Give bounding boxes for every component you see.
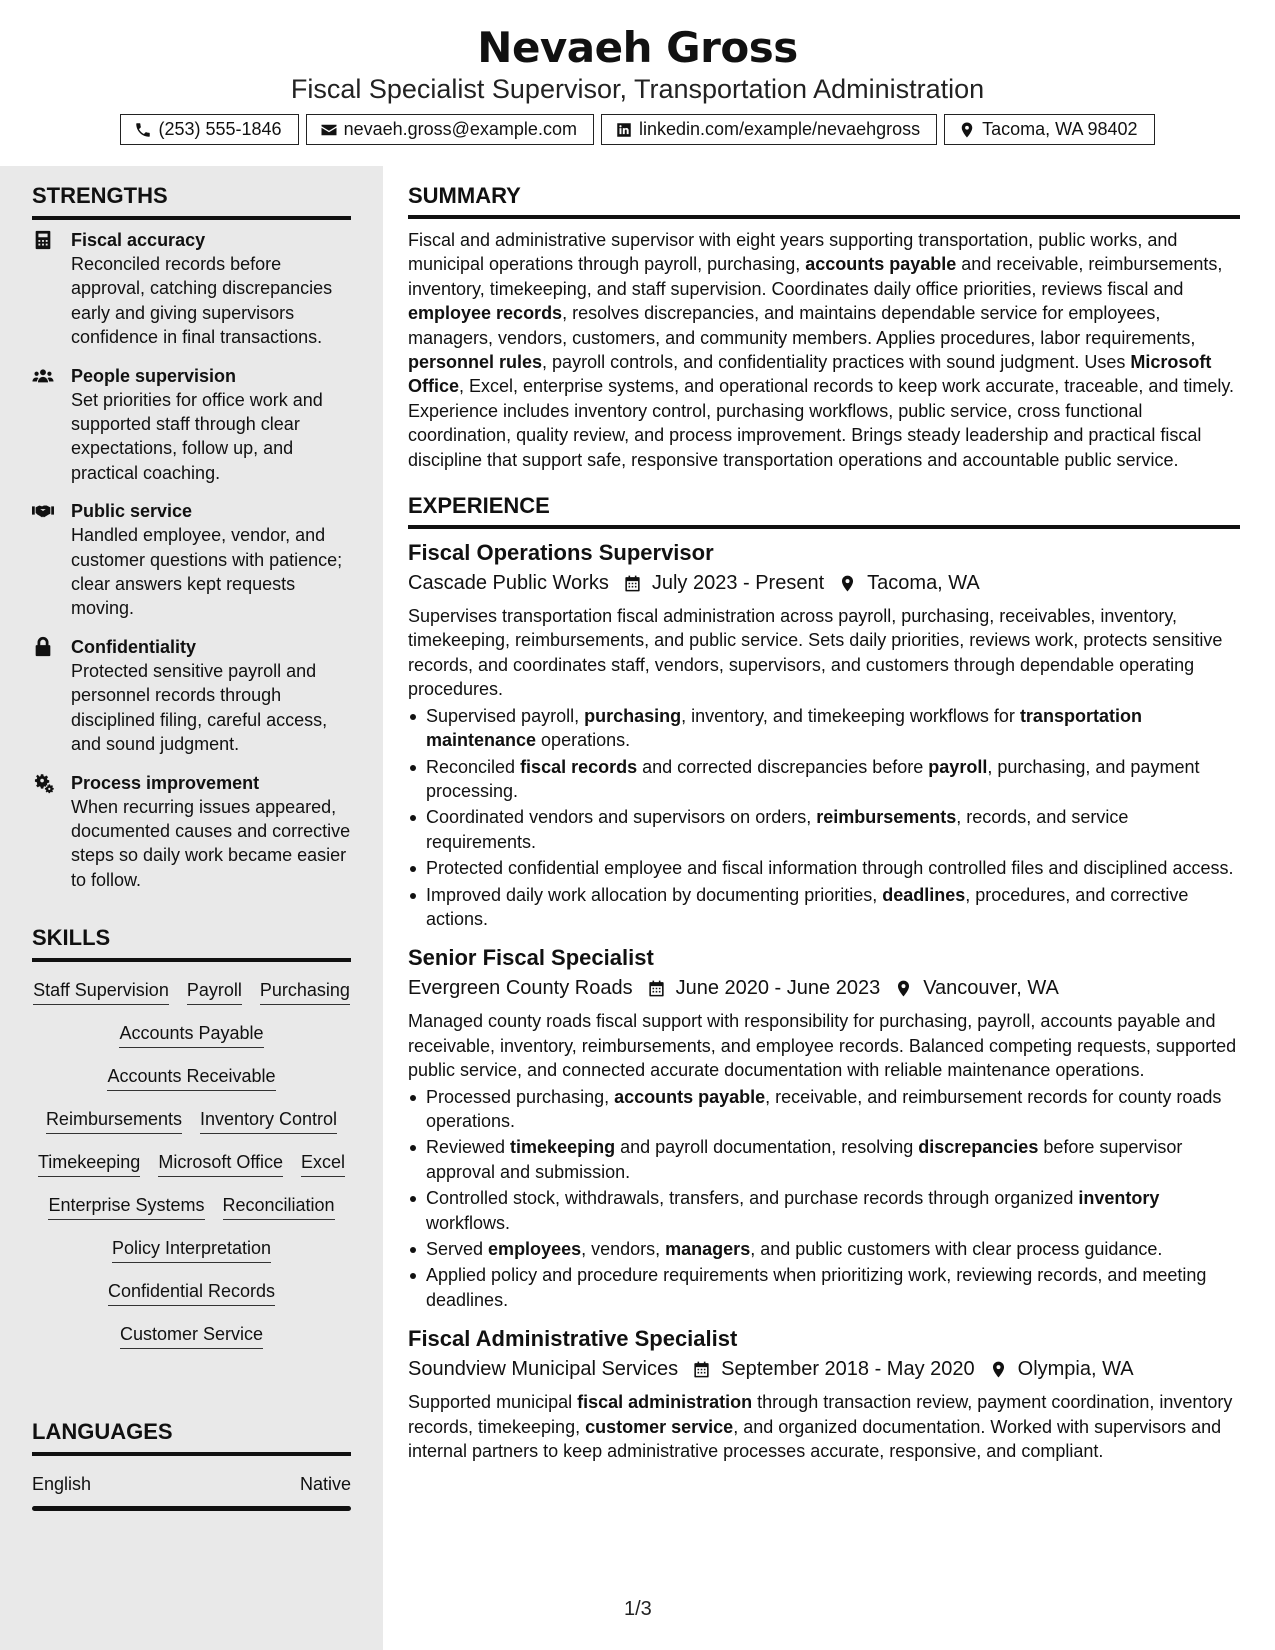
text-run: Applied policy and procedure requirements when prioritizing work, reviewing records, and meeting deadlines. [426, 1265, 1207, 1310]
emphasis-text: discrepancies [918, 1137, 1039, 1158]
users-icon [32, 365, 54, 387]
text-run: , resolves discrepancies, and maintains dependable service for employees, managers, vendors, customers, and community members. Applies procedures, labor requirements, [408, 303, 1196, 348]
job-dates: July 2023 - Present [651, 572, 825, 595]
skill-tag: Excel [301, 1150, 345, 1177]
calendar-icon [647, 979, 666, 998]
contact-phone[interactable] [120, 114, 298, 145]
text-run: and receivable, reimbursements, inventory, timekeeping, and staff supervision. Coordinates daily office priorities, reviews fiscal and [408, 254, 1223, 299]
contact-linkedin[interactable] [601, 114, 937, 145]
contact-phone-text: (253) 555-1846 [158, 119, 282, 139]
text-run: Supervises transportation fiscal administration across payroll, purchasing, receivables, inventory, timekeeping, reimbursements, and public service. Sets daily priorities, reviews work, protects sensitive records, and coordinates staff, vendors, supervisors, and customers through dependable operating procedures. [408, 606, 1223, 700]
text-run: Served [426, 1239, 489, 1259]
contact-linkedin-text: linkedin.com/example/nevaehgross [638, 119, 921, 139]
strength-desc: When recurring issues appeared, documented causes and corrective steps so daily work became easier to follow. [71, 796, 351, 890]
map-pin-icon [989, 1360, 1008, 1379]
summary-text [408, 228, 1240, 472]
skill-tag: Inventory Control [200, 1107, 337, 1134]
job-description [408, 1009, 1240, 1082]
page-number: 1/3 [624, 1598, 652, 1620]
skill-tag: Microsoft Office [158, 1150, 283, 1177]
skill-tag: Reconciliation [223, 1193, 335, 1220]
emphasis-text: personnel rules [408, 352, 543, 373]
text-run: and payroll documentation, resolving [615, 1137, 919, 1158]
achievement-item [408, 1186, 1240, 1235]
emphasis-text: employees [488, 1239, 582, 1259]
lock-icon [32, 636, 54, 658]
contact-email-text: nevaeh.gross@example.com [343, 119, 577, 139]
strength-title: People supervision [71, 365, 237, 386]
strength-desc: Set priorities for office work and supported staff through clear expectations, follow up, and practical coaching. [71, 389, 323, 483]
candidate-title: Fiscal Specialist Supervisor, Transportation Administration [290, 74, 985, 104]
text-run: before supervisor approval and submission. [426, 1137, 1183, 1182]
resume-header [0, 0, 1275, 160]
achievement-item [408, 856, 1240, 880]
job-dates: June 2020 - June 2023 [675, 977, 881, 1000]
emphasis-text: employee records [408, 303, 563, 324]
achievement-item [408, 1085, 1240, 1134]
language-proficiency-bar [32, 1506, 351, 1511]
emphasis-text: fiscal administration [577, 1392, 753, 1413]
achievement-item [408, 1237, 1240, 1261]
text-run: Improved daily work allocation by documenting priorities, [426, 884, 883, 905]
skill-tag: Purchasing [260, 978, 350, 1005]
linkedin-icon [615, 121, 633, 139]
strength-item [32, 499, 352, 621]
job-entry [408, 1324, 1240, 1463]
emphasis-text: purchasing [584, 705, 682, 726]
main-content [408, 166, 1240, 1475]
gears-icon [32, 772, 54, 794]
text-run: workflows. [426, 1212, 511, 1233]
calendar-icon [623, 574, 642, 593]
emphasis-text: fiscal records [520, 756, 638, 777]
skill-tag: Payroll [187, 978, 242, 1005]
job-meta [408, 1354, 1240, 1384]
skill-tag: Reimbursements [46, 1107, 182, 1134]
language-name: English [32, 1474, 92, 1494]
job-location: Vancouver, WA [923, 977, 1059, 1000]
skill-tag: Enterprise Systems [48, 1193, 204, 1220]
text-run: Supervised payroll, [426, 705, 585, 726]
text-run: Reviewed [426, 1137, 511, 1158]
job-description [408, 1390, 1240, 1463]
strength-title: Confidentiality [71, 636, 196, 657]
emphasis-text: transportation maintenance [426, 705, 1142, 751]
contact-location[interactable] [944, 114, 1154, 145]
strength-desc: Handled employee, vendor, and customer questions with patience; clear answers kept requests moving. [71, 525, 343, 619]
emphasis-text: Microsoft Office [408, 352, 1212, 397]
job-company: Cascade Public Works [408, 572, 609, 595]
achievement-item [408, 704, 1240, 753]
skill-tag: Customer Service [120, 1322, 263, 1349]
text-run: , purchasing, and payment processing. [426, 756, 1200, 801]
emphasis-text: deadlines [882, 884, 966, 905]
sidebar [0, 166, 383, 1650]
job-achievements [408, 704, 1240, 932]
emphasis-text: managers [665, 1239, 751, 1259]
languages-heading: LANGUAGES [32, 1418, 351, 1456]
job-location: Olympia, WA [1017, 1358, 1134, 1381]
experience-heading: EXPERIENCE [408, 492, 1240, 529]
job-location: Tacoma, WA [867, 572, 980, 595]
job-entry [408, 943, 1240, 1312]
text-run: Processed purchasing, [426, 1086, 615, 1107]
text-run: , payroll controls, and confidentiality practices with sound judgment. Uses [542, 352, 1131, 373]
achievement-item [408, 1135, 1240, 1184]
text-run: operations. [536, 730, 631, 751]
contact-email[interactable] [306, 114, 594, 145]
job-achievements [408, 1085, 1240, 1313]
calculator-icon [32, 229, 54, 251]
text-run: , Excel, enterprise systems, and operational records to keep work accurate, traceable, and timely. Experience includes inventory control, purchasing workflows, public service, cross functional coordination, quality review, and process improvement. Brings steady leadership and practical fiscal discipline that support safe, responsive transportation operations and accountable public service. [408, 376, 1235, 470]
job-meta [408, 568, 1240, 598]
achievement-item [408, 805, 1240, 854]
job-company: Soundview Municipal Services [408, 1358, 679, 1381]
strength-item [32, 771, 352, 893]
text-run: , and public customers with clear process guidance. [750, 1239, 1163, 1259]
contact-location-text: Tacoma, WA 98402 [982, 119, 1138, 139]
text-run: Coordinated vendors and supervisors on orders, [426, 807, 817, 828]
job-meta [408, 973, 1240, 1003]
envelope-icon [320, 121, 338, 139]
job-dates: September 2018 - May 2020 [721, 1358, 975, 1381]
emphasis-text: timekeeping [510, 1137, 616, 1158]
text-run: , records, and service requirements. [426, 807, 1129, 852]
emphasis-text: reimbursements [816, 807, 957, 828]
candidate-name: Nevaeh Gross [477, 23, 798, 72]
strength-item [32, 228, 352, 350]
text-run: Protected confidential employee and fiscal information through controlled files and disciplined access. [426, 858, 1234, 879]
text-run: Managed county roads fiscal support with responsibility for purchasing, payroll, accounts payable and receivable, inventory, reimbursements, and employee records. Balanced competing requests, supported public service, and connected accurate documentation with reliable maintenance operations. [408, 1011, 1237, 1081]
strength-desc: Protected sensitive payroll and personnel records through disciplined filing, careful access, and sound judgment. [71, 660, 328, 755]
skills-list [32, 978, 351, 1349]
calendar-icon [692, 1360, 711, 1379]
text-run: , and organized documentation. Worked with supervisors and internal partners to keep administrative processes accurate, responsive, and compliant. [408, 1416, 1222, 1462]
job-entry [408, 538, 1240, 931]
job-description [408, 604, 1240, 702]
strengths-heading: STRENGTHS [32, 182, 351, 220]
skill-tag: Confidential Records [108, 1279, 275, 1306]
phone-icon [134, 121, 152, 139]
job-role: Fiscal Administrative Specialist [408, 1326, 738, 1352]
text-run: Controlled stock, withdrawals, transfers, and purchase records through organized [426, 1188, 1079, 1209]
achievement-item [408, 1263, 1240, 1312]
map-pin-icon [894, 979, 913, 998]
text-run: through transaction review, payment coordination, inventory records, timekeeping, [408, 1392, 1233, 1437]
text-run: , inventory, and timekeeping workflows for [681, 705, 1020, 726]
emphasis-text: accounts payable [614, 1086, 766, 1107]
map-pin-icon [838, 574, 857, 593]
skill-tag: Timekeeping [38, 1150, 140, 1177]
skill-tag: Staff Supervision [33, 978, 169, 1005]
skill-tag: Accounts Receivable [107, 1064, 275, 1091]
text-run: , vendors, [581, 1239, 666, 1259]
map-pin-icon [958, 121, 976, 139]
summary-heading: SUMMARY [408, 182, 1240, 219]
strength-item [32, 364, 352, 486]
handshake-icon [32, 500, 54, 522]
experience-list [408, 538, 1240, 1463]
job-role: Senior Fiscal Specialist [408, 945, 654, 971]
language-level: Native [299, 1474, 351, 1494]
strength-title: Fiscal accuracy [71, 230, 206, 250]
text-run: Fiscal and administrative supervisor with eight years supporting transportation, public works, and municipal operations through payroll, purchasing, [408, 230, 1178, 275]
emphasis-text: payroll [928, 756, 988, 777]
text-run: , procedures, and corrective actions. [426, 884, 1189, 929]
achievement-item [408, 883, 1240, 932]
skills-heading: SKILLS [32, 924, 351, 962]
text-run: , receivable, and reimbursement records for county roads operations. [426, 1086, 1222, 1131]
emphasis-text: inventory [1078, 1188, 1160, 1209]
achievement-item [408, 755, 1240, 804]
job-role: Fiscal Operations Supervisor [408, 540, 714, 566]
strength-title: Process improvement [71, 772, 260, 793]
job-company: Evergreen County Roads [408, 977, 633, 1000]
text-run: and corrected discrepancies before [637, 756, 929, 777]
text-run: Supported municipal [408, 1392, 578, 1413]
language-row [32, 1472, 351, 1496]
strength-item [32, 635, 352, 757]
strengths-list [32, 228, 352, 906]
strength-title: Public service [71, 501, 193, 522]
skill-tag: Policy Interpretation [112, 1236, 271, 1263]
strength-desc: Reconciled records before approval, catching discrepancies early and giving supervisors confidence in final transactions. [71, 254, 333, 348]
emphasis-text: customer service [585, 1416, 734, 1437]
contact-bar [0, 114, 1275, 145]
text-run: Reconciled [426, 756, 521, 777]
emphasis-text: accounts payable [805, 254, 957, 275]
skill-tag: Accounts Payable [119, 1021, 263, 1048]
